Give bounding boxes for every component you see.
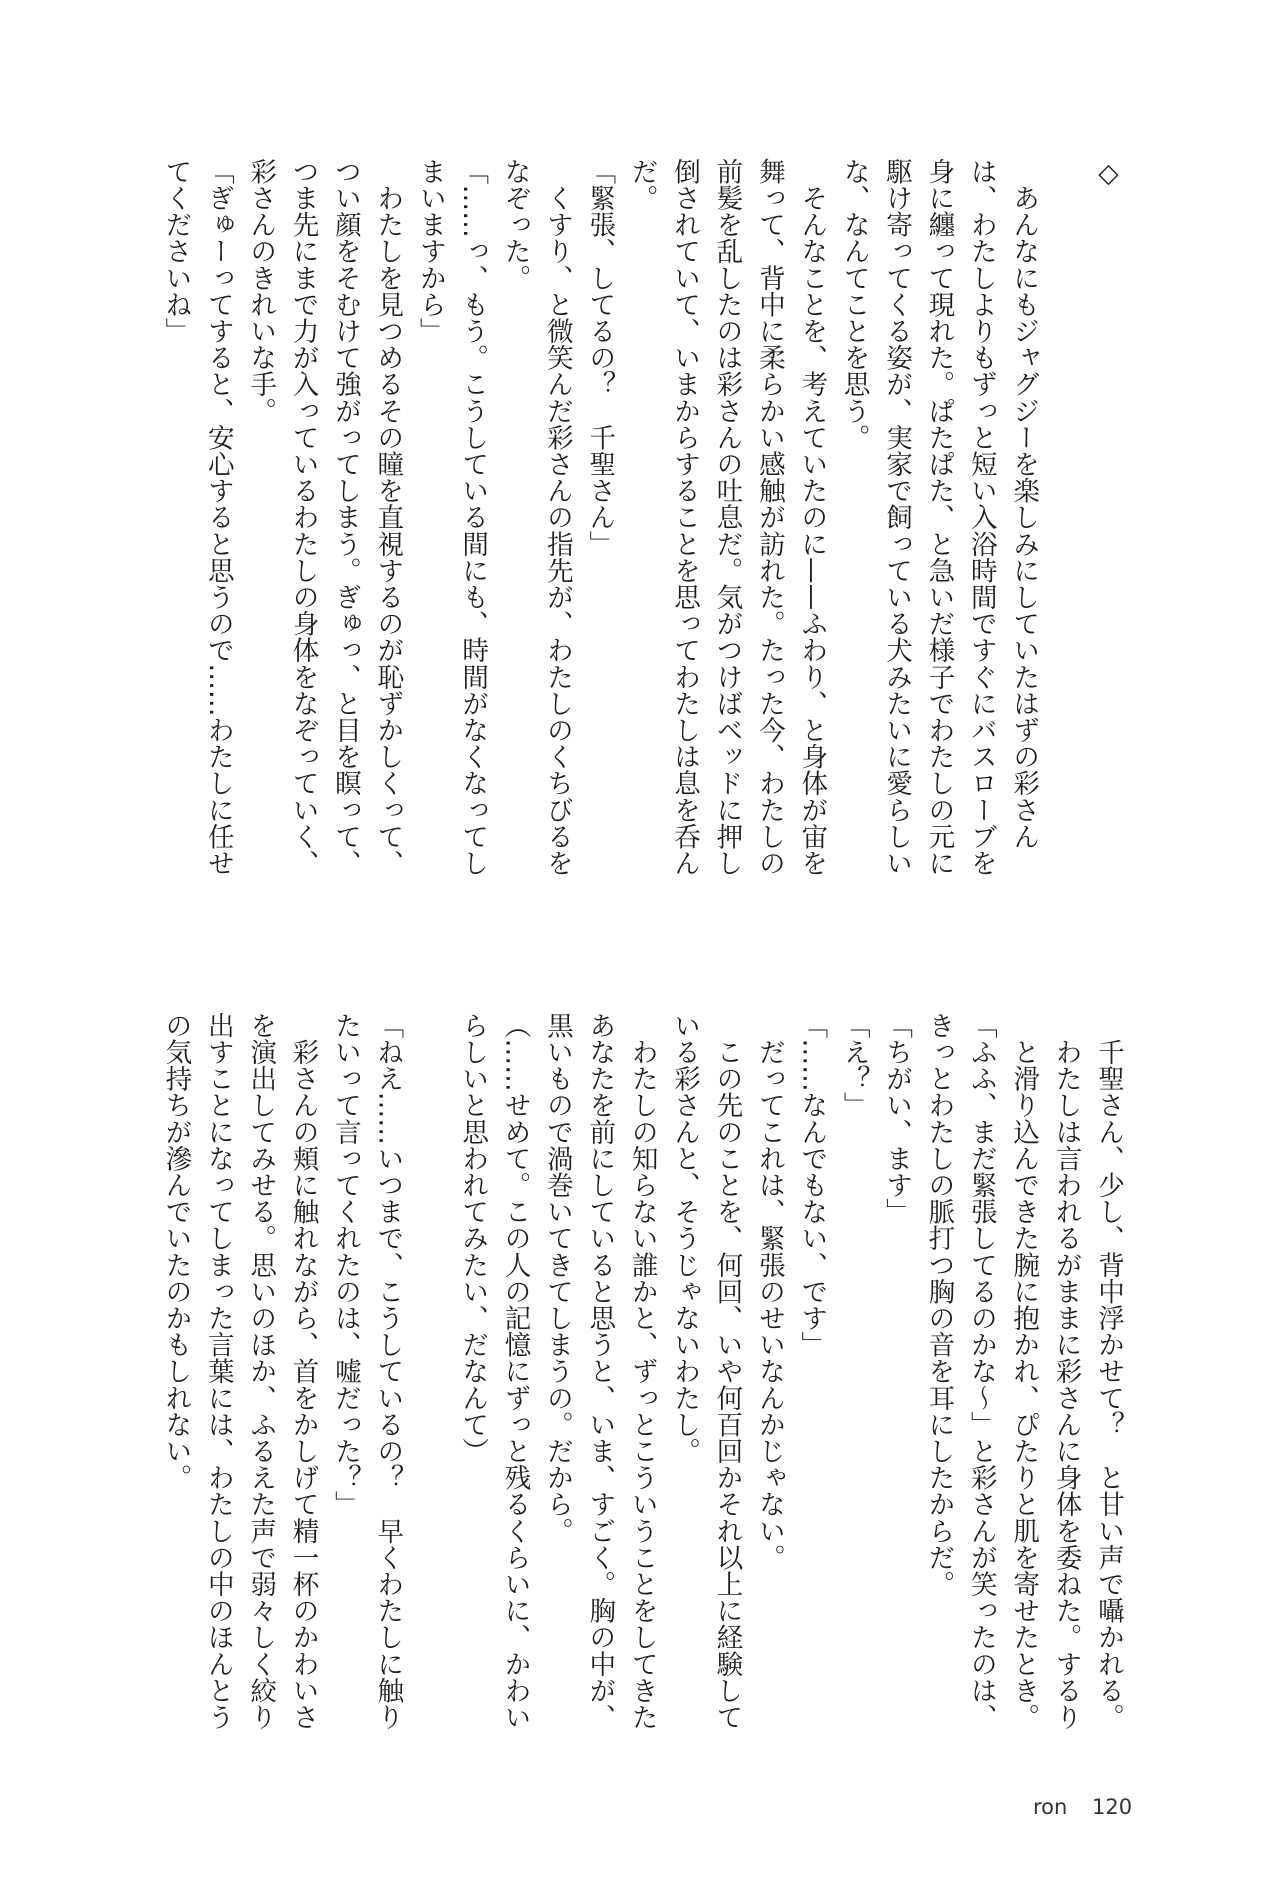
text-line: 駆け寄ってくる姿が、実家で飼っている犬みたいに愛らしい xyxy=(881,158,913,877)
text-block-bottom xyxy=(154,1012,1129,1734)
text-line: だってこれは、緊張のせいなんかじゃない。 xyxy=(753,1012,785,1571)
text-line: つま先にまで力が入っているわたしの身体をなぞっていく、 xyxy=(287,158,319,877)
text-line: 舞って、背中に柔らかい感触が訪れた。たった今、わたしの xyxy=(753,158,785,877)
text-line: たいって言ってくれたのは、嘘だった？」 xyxy=(329,1012,361,1518)
text-line: （……せめて。この人の記憶にずっと残るくらいに、かわい xyxy=(499,1012,531,1731)
text-line: 前髪を乱したのは彩さんの吐息だ。気がつけばベッドに押し xyxy=(711,158,743,877)
text-line: な、なんてことを思う。 xyxy=(838,158,870,451)
text-line: は、わたしよりもずっと短い入浴時間ですぐにバスローブを xyxy=(965,158,997,877)
text-line: 黒いもので渦巻いてきてしまうの。だから。 xyxy=(541,1012,573,1544)
text-line: わたしの知らない誰かと、ずっとこういうことをしてきた xyxy=(626,1012,658,1731)
text-line: 千聖さん、少し、背中浮かせて？ と甘い声で囁かれる。 xyxy=(1093,1012,1124,1731)
text-line: わたしを見つめるその瞳を直視するのが恥ずかしくって、 xyxy=(372,158,404,877)
text-line: 「……なんでもない、です」 xyxy=(796,1012,828,1358)
text-line: くすり、と微笑んだ彩さんの指先が、わたしのくちびるを xyxy=(541,158,573,877)
text-line: 彩さんのきれいな手。 xyxy=(245,158,277,424)
text-line: と滑り込んできた腕に抱かれ、ぴたりと肌を寄せたとき。 xyxy=(1008,1012,1040,1731)
text-line: わたしは言われるがままに彩さんに身体を委ねた。するり xyxy=(1050,1012,1082,1731)
text-line: 身に纏って現れた。ぱたぱた、と急いだ様子でわたしの元に xyxy=(923,158,955,877)
text-line: つい顔をそむけて強がってしまう。ぎゅっ、と目を瞑って、 xyxy=(329,158,361,877)
section-break-diamond: ◇ xyxy=(1093,158,1124,189)
text-line: きっとわたしの脈打つ胸の音を耳にしたからだ。 xyxy=(923,1012,955,1598)
text-line: を演出してみせる。思いのほか、ふるえた声で弱々しく絞り xyxy=(245,1012,277,1731)
text-line: 倒されていて、いまからすることを思ってわたしは息を呑ん xyxy=(669,158,701,877)
text-line: まいますから」 xyxy=(414,158,446,345)
text-line: 「え？」 xyxy=(838,1012,870,1119)
text-line: この先のことを、何回、いや何百回かそれ以上に経験して xyxy=(711,1012,743,1731)
text-line: 「ねえ……いつまで、こうしているの？ 早くわたしに触り xyxy=(372,1012,404,1731)
text-line: 「緊張、してるの？ 千聖さん」 xyxy=(584,158,616,557)
text-line xyxy=(408,1012,450,1734)
text-line: あんなにもジャグジーを楽しみにしていたはずの彩さん xyxy=(1008,158,1040,850)
text-line: 彩さんの頬に触れながら、首をかしげて精一杯のかわいさ xyxy=(287,1012,319,1731)
text-line xyxy=(1044,158,1086,880)
text-line: あなたを前にしていると思うと、いま、すごく。胸の中が、 xyxy=(584,1012,616,1731)
page-number: 120 xyxy=(1092,1795,1133,1819)
text-line: いる彩さんと、そうじゃないわたし。 xyxy=(669,1012,701,1465)
text-line: 「ちがい、ます」 xyxy=(881,1012,913,1225)
text-line: てくださいね」 xyxy=(160,158,192,345)
text-line: なぞった。 xyxy=(499,158,531,291)
text-block-top xyxy=(154,158,1129,880)
footer-author: ron xyxy=(1033,1795,1068,1819)
text-line: 「ふふ、まだ緊張してるのかな～」と彩さんが笑ったのは、 xyxy=(965,1012,997,1731)
text-line: 「……っ、もう。こうしている間にも、時間がなくなってし xyxy=(457,158,489,877)
text-line: 「ぎゅーってすると、安心すると思うので……わたしに任せ xyxy=(202,158,234,877)
text-line: 出すことになってしまった言葉には、わたしの中のほんとう xyxy=(202,1012,234,1731)
text-line: そんなことを、考えていたのに——ふわり、と身体が宙を xyxy=(796,158,828,877)
text-line: らしいと思われてみたい、だなんて） xyxy=(457,1012,489,1465)
text-line: の気持ちが滲んでいたのかもしれない。 xyxy=(160,1012,192,1491)
text-line: だ。 xyxy=(626,158,658,212)
